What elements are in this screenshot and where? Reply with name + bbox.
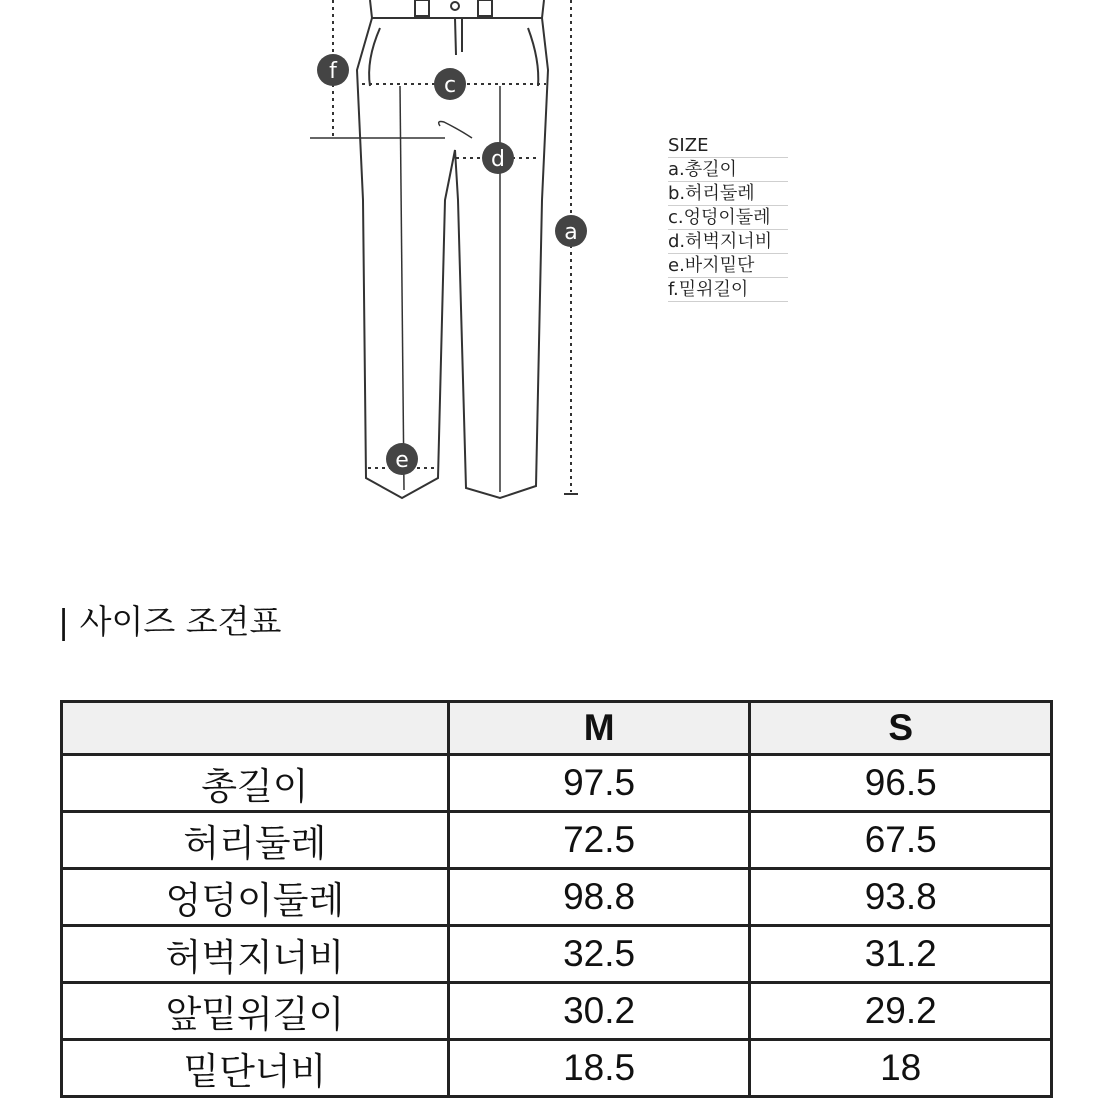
legend-item: a.총길이 — [668, 158, 788, 182]
legend-item: f.밑위길이 — [668, 278, 788, 302]
cell-s: 67.5 — [750, 812, 1052, 869]
row-label: 총길이 — [62, 755, 449, 812]
header-cell-empty — [62, 702, 449, 755]
svg-text:f: f — [329, 59, 337, 84]
row-label: 밑단너비 — [62, 1040, 449, 1097]
cell-m: 18.5 — [448, 1040, 750, 1097]
marker-f — [317, 54, 349, 86]
table-header-row — [62, 702, 1052, 755]
svg-text:e: e — [395, 448, 409, 473]
cell-s: 31.2 — [750, 926, 1052, 983]
belt-loop-left — [415, 0, 429, 16]
cell-m: 97.5 — [448, 755, 750, 812]
fly-line — [455, 18, 462, 55]
crotch-hook — [439, 122, 472, 139]
cell-s: 18 — [750, 1040, 1052, 1097]
table-row — [62, 926, 1052, 983]
marker-d — [482, 142, 514, 174]
cell-m: 32.5 — [448, 926, 750, 983]
header-cell-s: S — [750, 702, 1052, 755]
table-row — [62, 812, 1052, 869]
cell-s: 93.8 — [750, 869, 1052, 926]
pocket-right — [528, 28, 538, 86]
header-cell-m: M — [448, 702, 750, 755]
legend-title: SIZE — [668, 134, 788, 158]
legend-item: e.바지밑단 — [668, 254, 788, 278]
row-label: 허벅지너비 — [62, 926, 449, 983]
size-legend — [668, 134, 788, 302]
cell-m: 30.2 — [448, 983, 750, 1040]
cell-m: 72.5 — [448, 812, 750, 869]
legend-item: c.엉덩이둘레 — [668, 206, 788, 230]
belt-loop-right — [478, 0, 492, 16]
legend-item: d.허벅지너비 — [668, 230, 788, 254]
waist-button — [451, 2, 459, 10]
marker-c — [434, 68, 466, 100]
legend-item: b.허리둘레 — [668, 182, 788, 206]
crease-left — [400, 86, 404, 490]
table-row — [62, 869, 1052, 926]
marker-e — [386, 443, 418, 475]
svg-text:c: c — [443, 73, 457, 98]
size-table — [60, 700, 1053, 1098]
row-label: 앞밑위길이 — [62, 983, 449, 1040]
marker-a — [555, 215, 587, 247]
cell-s: 96.5 — [750, 755, 1052, 812]
pocket-left — [369, 28, 380, 86]
row-label: 허리둘레 — [62, 812, 449, 869]
svg-text:d: d — [491, 147, 505, 172]
row-label: 엉덩이둘레 — [62, 869, 449, 926]
table-row — [62, 1040, 1052, 1097]
cell-m: 98.8 — [448, 869, 750, 926]
cell-s: 29.2 — [750, 983, 1052, 1040]
table-row — [62, 983, 1052, 1040]
table-row — [62, 755, 1052, 812]
section-title: | 사이즈 조견표 — [58, 602, 282, 641]
svg-text:a: a — [564, 220, 578, 245]
